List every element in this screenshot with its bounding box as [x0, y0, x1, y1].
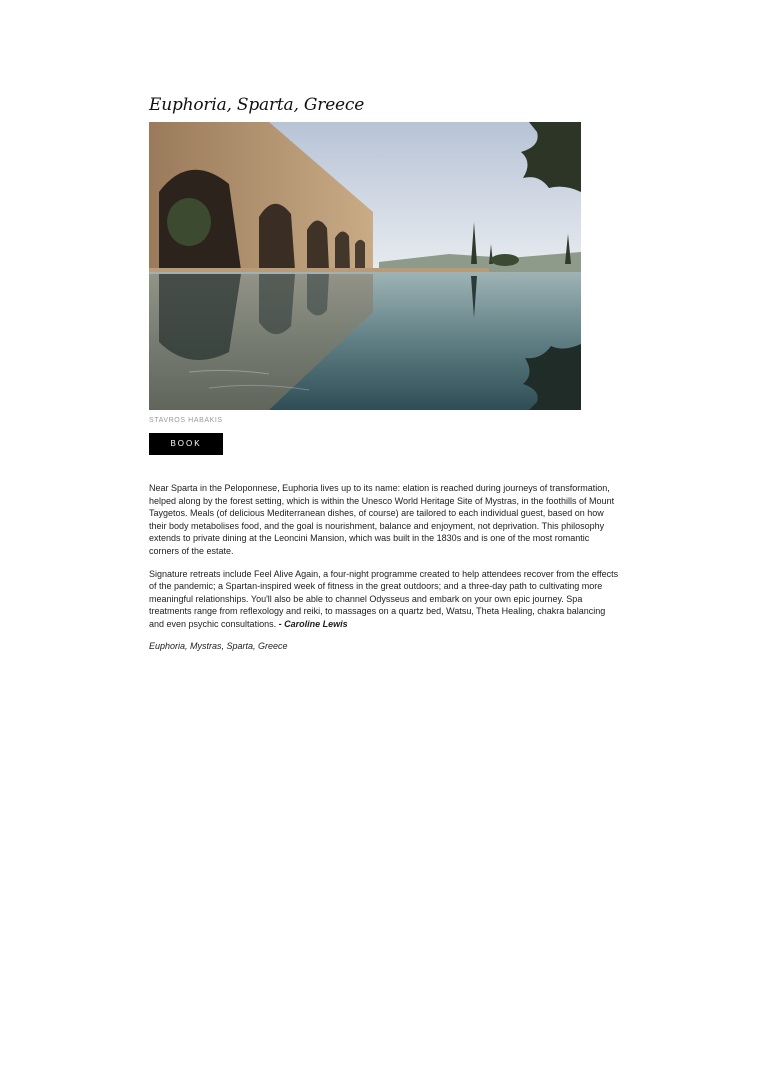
article-title: Euphoria, Sparta, Greece — [149, 95, 365, 115]
article — [149, 94, 619, 651]
photo-credit: STAVROS HABAKIS — [149, 417, 223, 424]
article-paragraph-signature — [149, 568, 619, 631]
hero-photo — [149, 122, 581, 410]
pool-arches-illustration — [149, 122, 581, 410]
location-line: Euphoria, Mystras, Sparta, Greece — [149, 640, 288, 651]
paragraph-text: Signature retreats include Feel Alive Again, a four-night programme created to help attendees recover from the effects of the pandemic; a Spartan-inspired week of fitness in the great outdoors; and a three-day path to cultivating more meaningful relationships. You'll also be able to channel Odysseus and embark on your own epic journey. Spa treatments range from reflexology and reiki, to massages on a quartz bed, Watsu, Theta Healing, chakra balancing and even psychic consultations. — [149, 568, 619, 629]
author-byline: - Caroline Lewis — [278, 618, 348, 629]
article-paragraph: Near Sparta in the Peloponnese, Euphoria lives up to its name: elation is reached during journeys of transformation, helped along by the forest setting, which is within the Unesco World Heritage Site of Mystras, in the foothills of Mount Taygetos. Meals (of delicious Mediterranean dishes, of course) are tailored to each individual guest, based on how their body metabolises food, and the goal is nourishment, balance and enjoyment, not deprivation. This philosophy extends to private dining at the Leoncini Mansion, which was built in the 1830s and is one of the most romantic corners of the estate. — [149, 483, 615, 556]
book-now-button[interactable]: BOOK NOW — [149, 433, 223, 455]
